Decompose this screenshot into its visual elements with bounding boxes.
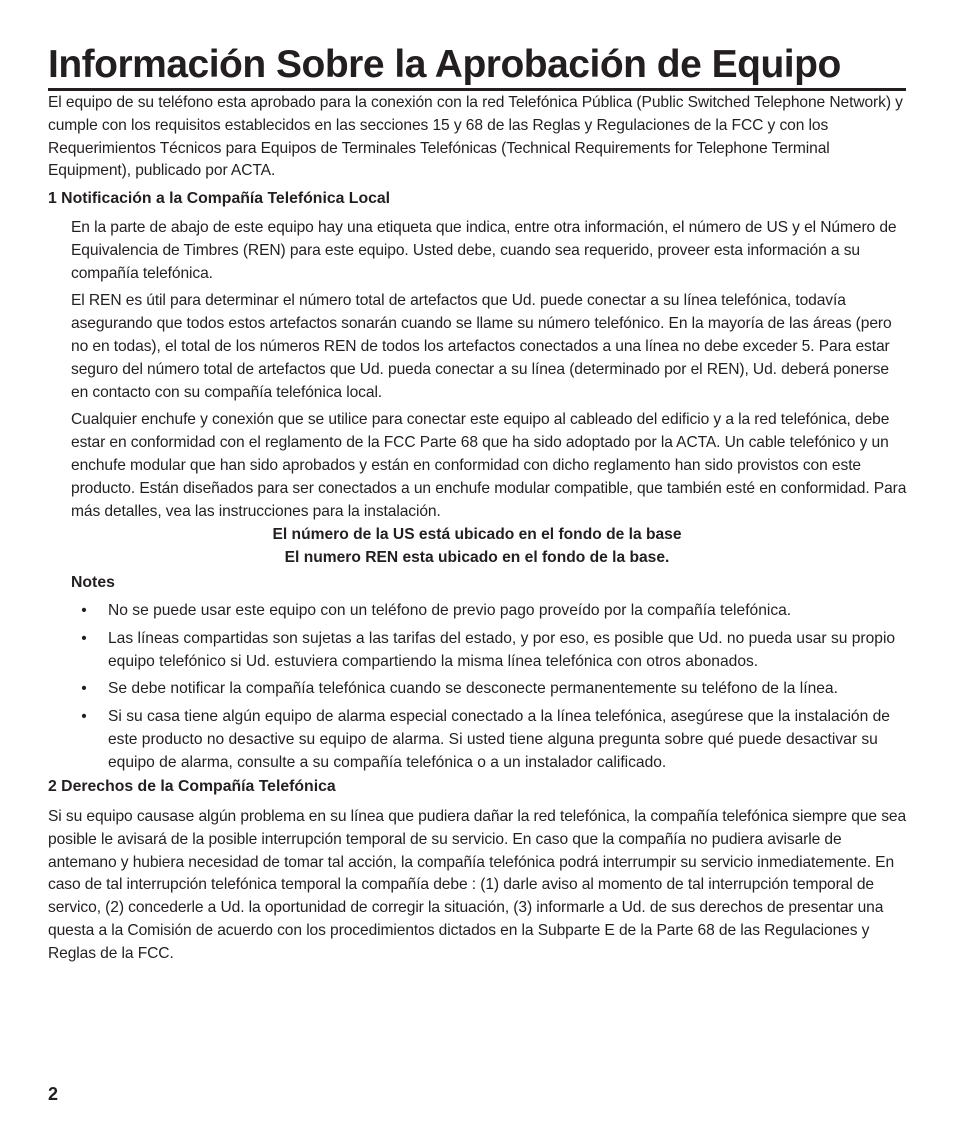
note-text: Si su casa tiene algún equipo de alarma especial conectado a la línea telefónica, asegúrese que la instalación de este producto no desactive su equipo de alarma. Si usted tiene alguna pregunta sobre qué puede desactivar su equipo de alarma, consulte a su compañía telefónica o a un instalador calificado.	[108, 708, 890, 771]
section-1-paragraph: En la parte de abajo de este equipo hay una etiqueta que indica, entre otra información, el número de US y el Número de Equivalencia de Timbres (REN) para este equipo. Usted debe, cuando sea requerido, proveer esta información a su compañía telefónica.	[71, 219, 897, 282]
note-text: Se debe notificar la compañía telefónica cuando se desconecte permanentemente su teléfono de la línea.	[108, 680, 838, 698]
list-item	[71, 628, 911, 674]
notes-list	[71, 600, 911, 780]
bullet-icon: •	[81, 708, 87, 726]
ren-number-location: El numero REN esta ubicado en el fondo de la base.	[284, 548, 670, 566]
list-item	[71, 600, 911, 623]
section-1-body	[71, 217, 907, 528]
bullet-icon: •	[81, 680, 87, 698]
list-item	[71, 706, 911, 774]
notes-heading: Notes	[71, 574, 115, 591]
note-text: Las líneas compartidas son sujetas a las tarifas del estado, y por eso, es posible que Ud. no pueda usar su propio equipo telefónico si Ud. estuviera compartiendo la misma línea telefónica con otros abonados.	[108, 629, 896, 670]
section-2-paragraph: Si su equipo causase algún problema en su línea que pudiera dañar la red telefónica, la compañía telefónica siempre que sea posible le avisará de la posible interrupción temporal de su servicio. En caso que la compañía no pudiera avisarle de antemano y hubiera necesidad de tomar tal acción, la compañía telefónica podrá interrumpir su servicio inmediatemente. En caso de tal interrupción telefónica temporal la compañía debe : (1) darle aviso al momento de tal interrupción temporal de servico, (2) concederle a Ud. la oportunidad de corregir la situación, (3) informarle a Ud. de sus derechos de presentar una questa a la Comisión de acuerdo con los procedimientos dictados en la Subparte E de la Parte 68 de las Regulaciones y Reglas de la FCC.	[48, 808, 907, 962]
label-location-notes	[71, 524, 883, 570]
note-text: No se puede usar este equipo con un teléfono de previo pago proveído por la compañía telefónica.	[108, 602, 792, 619]
list-item	[71, 678, 911, 701]
us-number-location: El número de la US está ubicado en el fondo de la base	[272, 526, 682, 543]
section-1-paragraph: Cualquier enchufe y conexión que se utilice para conectar este equipo al cableado del edificio y a la red telefónica, debe estar en conformidad con el reglamento de la FCC Parte 68 que ha sido adoptado por la ACTA. Un cable telefónico y un enchufe modular que han sido aprobados y están en conformidad con dicho reglamento han sido provistos con este producto. Están diseñados para ser conectados a un enchufe modular compatible, que también esté en conformidad. Para más detalles, vea las instrucciones para la instalación.	[71, 411, 907, 520]
page-title: Información Sobre la Aprobación de Equipo	[48, 42, 906, 91]
intro-paragraph: El equipo de su teléfono esta aprobado para la conexión con la red Telefónica Pública (Public Switched Telephone Network) y cumple con los requisitos establecidos en las secciones 15 y 68 de las Reglas y Regulaciones de la FCC y con los Requerimientos Técnicos para Equipos de Terminales Telefónicas (Technical Requirements for Telephone Terminal Equipment), publicado por ACTA.	[48, 94, 903, 180]
section-1-heading: 1 Notificación a la Compañía Telefónica Local	[48, 190, 391, 207]
section-2-heading: 2 Derechos de la Compañía Telefónica	[48, 778, 336, 795]
bullet-icon: •	[81, 602, 87, 619]
section-1-paragraph: El REN es útil para determinar el número total de artefactos que Ud. puede conectar a su línea telefónica, todavía asegurando que todos estos artefactos sonarán cuando se llame su número telefónico. En la mayoría de las áreas (pero no en todas), el total de los números REN de todos los artefactos conectados a una línea no debe exceder 5. Para estar seguro del número total de artefactos que Ud. pueda conectar a su línea (determinado por el REN), Ud. deberá ponerse en contacto con su compañía telefónica local.	[71, 292, 892, 401]
bullet-icon: •	[81, 629, 87, 647]
page-number: 2	[48, 1084, 59, 1104]
